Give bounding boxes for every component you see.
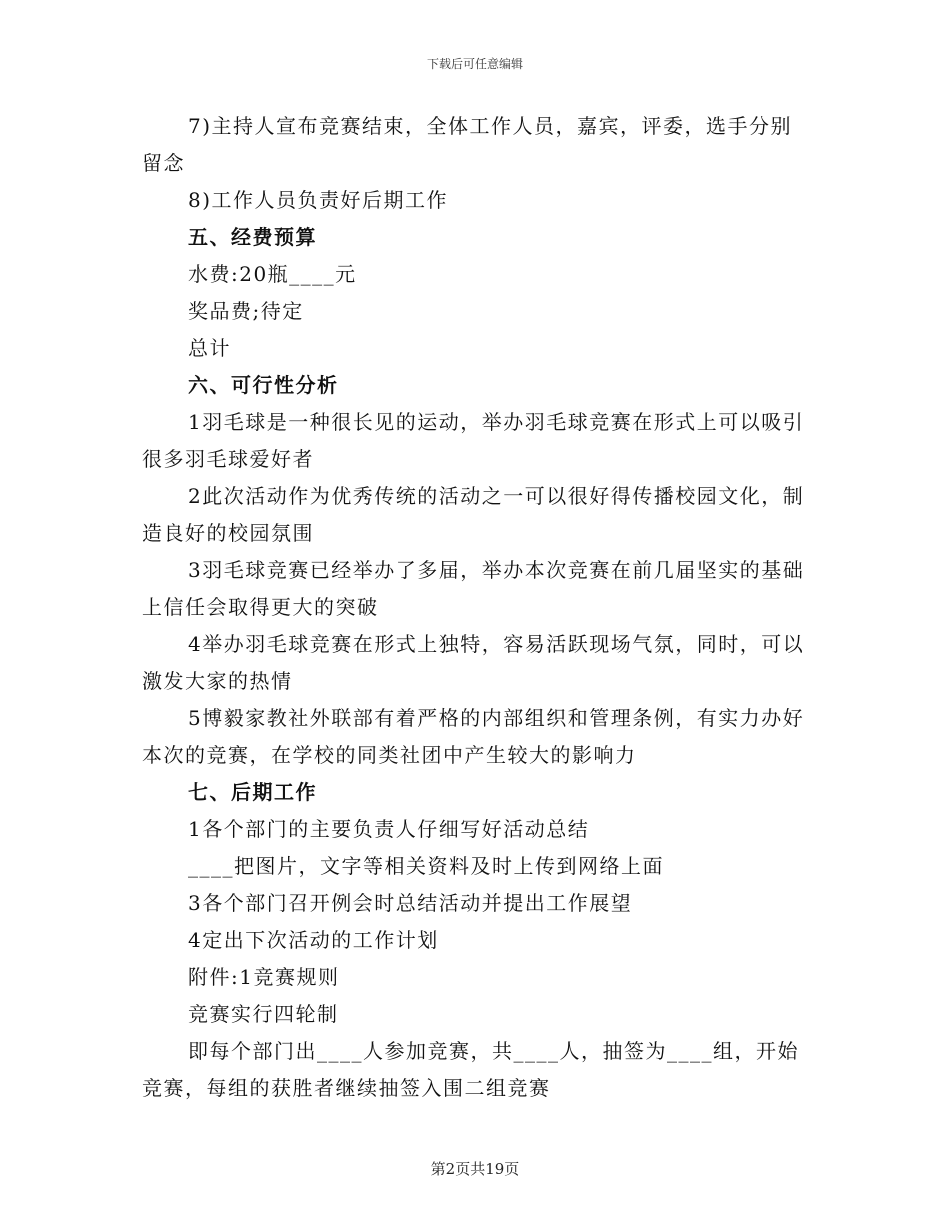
section-heading: 五、经费预算	[188, 225, 317, 249]
paragraph: 7)主持人宣布竞赛结束，全体工作人员，嘉宾，评委，选手分别留念	[142, 114, 793, 175]
paragraph: 总计	[188, 336, 231, 360]
paragraph: 4举办羽毛球竞赛在形式上独特，容易活跃现场气氛，同时，可以激发大家的热情	[142, 632, 805, 693]
paragraph: 8)工作人员负责好后期工作	[188, 188, 449, 212]
paragraph: 4定出下次活动的工作计划	[188, 928, 439, 952]
page-header: 下载后可任意编辑	[426, 57, 523, 71]
paragraph: 5博毅家教社外联部有着严格的内部组织和管理条例，有实力办好本次的竞赛，在学校的同类社团中产生较大的影响力	[142, 706, 805, 767]
paragraph: 3羽毛球竞赛已经举办了多届，举办本次竞赛在前几届坚实的基础上信任会取得更大的突破	[142, 558, 805, 619]
paragraph: 2此次活动作为优秀传统的活动之一可以很好得传播校园文化，制造良好的校园氛围	[142, 484, 805, 545]
paragraph: ____把图片，文字等相关资料及时上传到网络上面	[188, 854, 664, 878]
paragraph: 1羽毛球是一种很长见的运动，举办羽毛球竞赛在形式上可以吸引很多羽毛球爱好者	[142, 410, 805, 471]
paragraph: 附件:1竞赛规则	[188, 965, 340, 989]
paragraph: 3各个部门召开例会时总结活动并提出工作展望	[188, 891, 633, 915]
document-body	[142, 108, 812, 1107]
paragraph: 即每个部门出____人参加竞赛，共____人，抽签为____组，开始竞赛，每组的获胜者继续抽签入围二组竞赛	[142, 1039, 799, 1100]
section-heading: 六、可行性分析	[188, 373, 339, 397]
paragraph: 水费:20瓶____元	[188, 262, 357, 286]
section-heading: 七、后期工作	[188, 780, 317, 804]
paragraph: 1各个部门的主要负责人仔细写好活动总结	[188, 817, 590, 841]
paragraph: 竞赛实行四轮制	[188, 1002, 339, 1026]
paragraph: 奖品费;待定	[188, 299, 304, 323]
page-number: 第2页共19页	[430, 1160, 520, 1178]
